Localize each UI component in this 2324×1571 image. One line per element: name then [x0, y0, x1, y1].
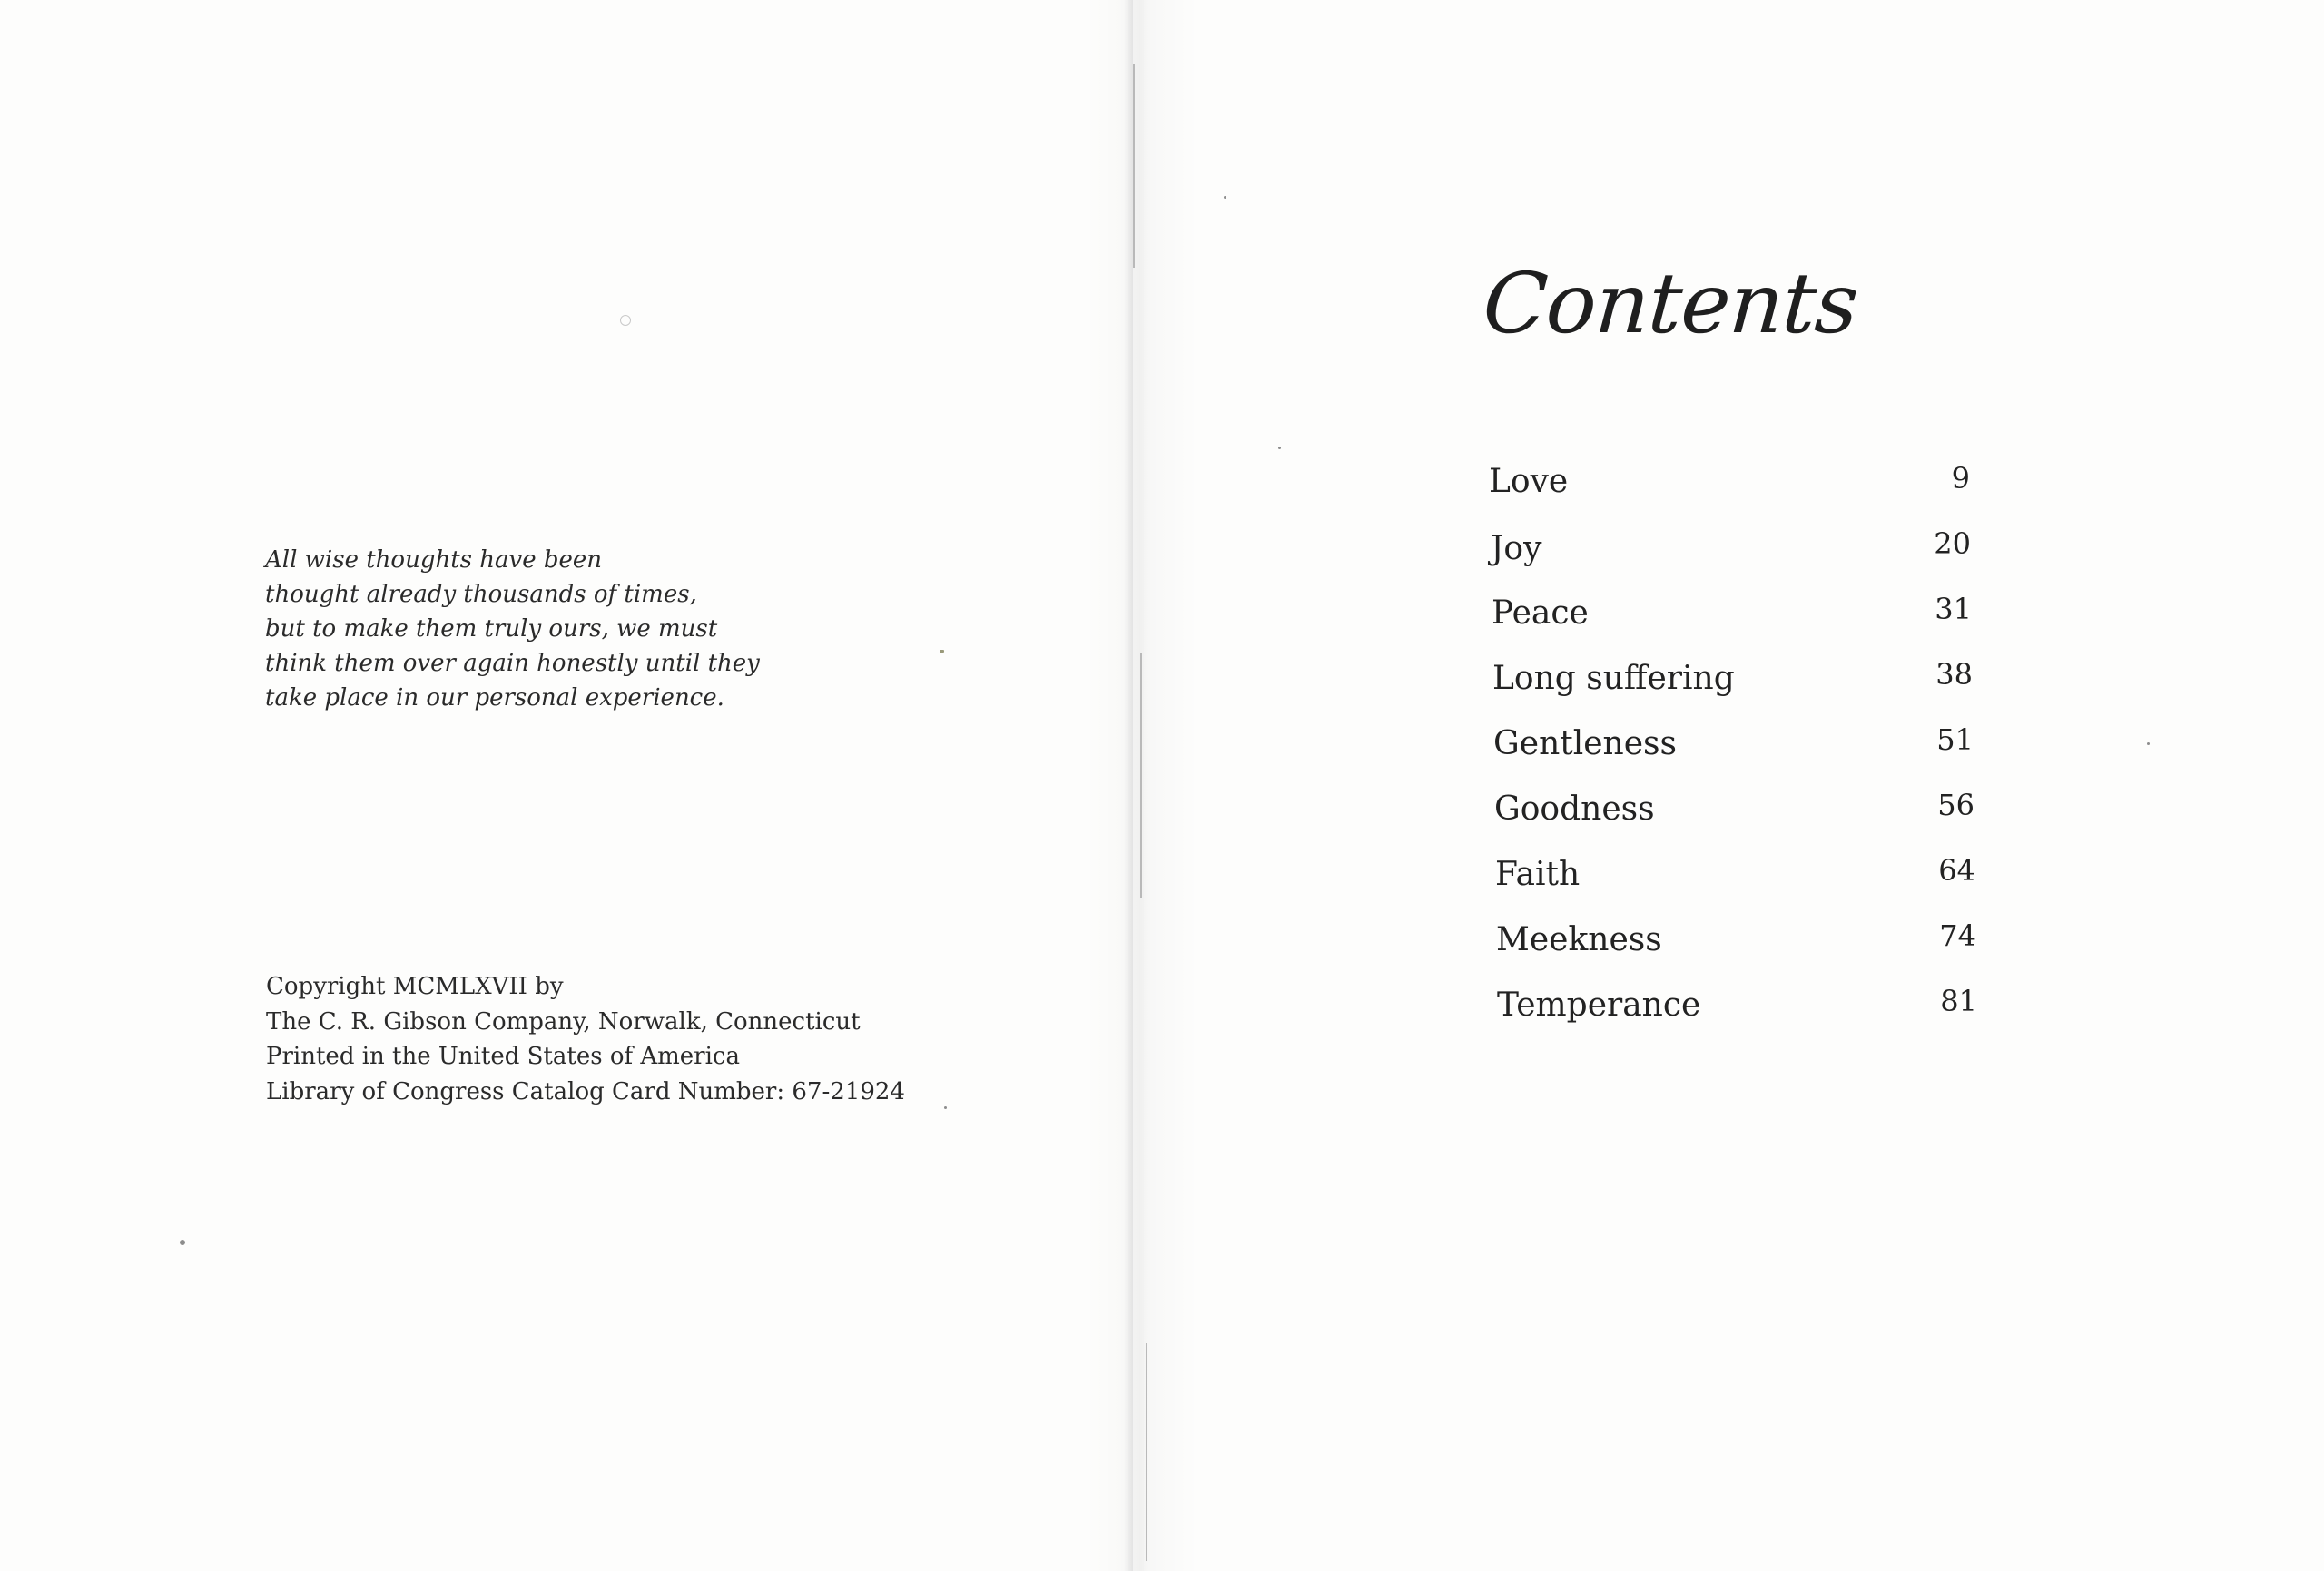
catalog-number-line: Library of Congress Catalog Card Number: 67-21924: [266, 1077, 905, 1105]
toc-entry-title: Goodness: [1494, 790, 1655, 828]
toc-entry-page: 38: [1935, 657, 1973, 692]
toc-entry-title: Long suffering: [1492, 660, 1735, 697]
toc-entry-title: Temperance: [1497, 987, 1701, 1024]
toc-entry-page: 9: [1951, 461, 1970, 496]
scan-speck: [1278, 447, 1281, 449]
toc-entry-title: Gentleness: [1493, 725, 1677, 762]
toc-entry-title: Love: [1489, 463, 1569, 500]
left-page: [0, 0, 1133, 1571]
toc-entry-page: 81: [1940, 984, 1977, 1018]
scan-speck: [2147, 742, 2150, 745]
contents-heading: Contents: [1480, 255, 1861, 352]
toc-entry-page: 20: [1934, 526, 1971, 561]
toc-entry-title: Faith: [1495, 856, 1581, 893]
scan-speck: [180, 1240, 185, 1245]
publisher-line: The C. R. Gibson Company, Norwalk, Connecticut: [266, 1007, 861, 1036]
toc-entry-page: 51: [1936, 722, 1974, 757]
toc-entry-page: 56: [1937, 788, 1974, 822]
toc-entry-title: Peace: [1492, 594, 1589, 632]
epigraph-quote: [265, 543, 901, 715]
scan-speck: [940, 650, 944, 653]
quote-line: think them over again honestly until they: [265, 650, 760, 677]
right-page: [1144, 0, 2324, 1571]
toc-entry-page: 64: [1938, 853, 1975, 888]
toc-entry-title: Joy: [1491, 530, 1542, 567]
binding-stitch: [1140, 653, 1142, 898]
copyright-notice: [266, 969, 992, 1109]
toc-entry-title: Meekness: [1496, 921, 1662, 958]
binding-stitch: [1146, 1343, 1147, 1561]
toc-entry-page: 74: [1939, 918, 1976, 953]
quote-line: All wise thoughts have been: [265, 546, 603, 574]
copyright-line: Copyright MCMLXVII by: [266, 973, 564, 1000]
printed-in-line: Printed in the United States of America: [266, 1043, 740, 1070]
quote-line: take place in our personal experience.: [265, 684, 724, 712]
scan-speck: [620, 315, 631, 326]
quote-line: thought already thousands of times,: [265, 581, 697, 608]
binding-stitch: [1133, 64, 1135, 268]
scan-speck: [1224, 196, 1226, 199]
quote-line: but to make them truly ours, we must: [265, 615, 718, 643]
toc-entry-page: 31: [1935, 592, 1972, 626]
book-gutter: [1086, 0, 1198, 1571]
